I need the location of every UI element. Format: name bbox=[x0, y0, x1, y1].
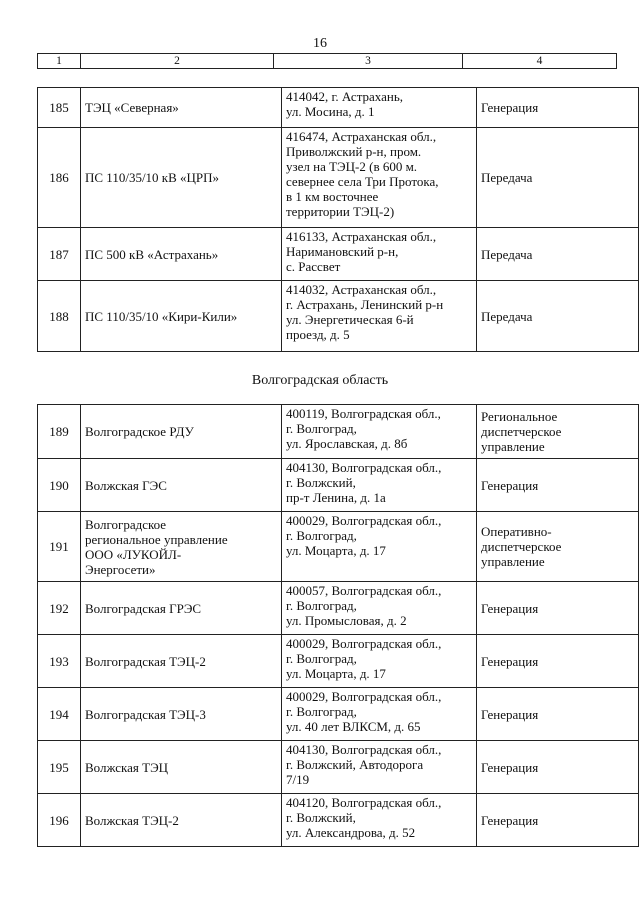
table-row bbox=[38, 794, 639, 847]
facility-function: Генерация bbox=[477, 741, 639, 794]
facility-name: Волгоградская ТЭЦ-3 bbox=[81, 688, 282, 741]
row-number: 186 bbox=[38, 128, 81, 228]
row-number: 189 bbox=[38, 405, 81, 459]
table-row bbox=[38, 281, 639, 352]
table-row bbox=[38, 688, 639, 741]
page-number: 16 bbox=[313, 36, 327, 51]
facility-address: 400119, Волгоградская обл., г. Волгоград, ул. Ярославская, д. 8б bbox=[282, 405, 477, 459]
facility-function: Генерация bbox=[477, 635, 639, 688]
facility-address: 400029, Волгоградская обл., г. Волгоград, ул. Моцарта, д. 17 bbox=[282, 635, 477, 688]
facility-address: 400029, Волгоградская обл., г. Волгоград, ул. 40 лет ВЛКСМ, д. 65 bbox=[282, 688, 477, 741]
row-number: 195 bbox=[38, 741, 81, 794]
row-number: 192 bbox=[38, 582, 81, 635]
row-number: 191 bbox=[38, 512, 81, 582]
facility-address: 414032, Астраханская обл., г. Астрахань, Ленинский р-н ул. Энергетическая 6-й проезд, д. 5 bbox=[282, 281, 477, 352]
facility-name: Волгоградская ГРЭС bbox=[81, 582, 282, 635]
facility-function: Передача bbox=[477, 228, 639, 281]
facility-function: Оперативно- диспетчерское управление bbox=[477, 512, 639, 582]
facility-name: Волжская ТЭЦ bbox=[81, 741, 282, 794]
table-row bbox=[38, 741, 639, 794]
facility-address: 416474, Астраханская обл., Приволжский р-н, пром. узел на ТЭЦ-2 (в 600 м. севернее села Три Протока, в 1 км восточнее территории ТЭЦ-2) bbox=[282, 128, 477, 228]
facility-function: Генерация bbox=[477, 794, 639, 847]
facility-function: Передача bbox=[477, 128, 639, 228]
header-col-3: 3 bbox=[274, 54, 463, 69]
row-number: 188 bbox=[38, 281, 81, 352]
row-number: 187 bbox=[38, 228, 81, 281]
facility-function: Генерация bbox=[477, 459, 639, 512]
row-number: 190 bbox=[38, 459, 81, 512]
column-number-header bbox=[37, 53, 617, 69]
facility-function: Региональное диспетчерское управление bbox=[477, 405, 639, 459]
facility-name: ПС 110/35/10 «Кири-Кили» bbox=[81, 281, 282, 352]
facility-name: Волгоградская ТЭЦ-2 bbox=[81, 635, 282, 688]
facility-name: Волгоградское региональное управление ООО «ЛУКОЙЛ- Энергосети» bbox=[81, 512, 282, 582]
table-row bbox=[38, 128, 639, 228]
facility-function: Генерация bbox=[477, 582, 639, 635]
facility-address: 404130, Волгоградская обл., г. Волжский, Автодорога 7/19 bbox=[282, 741, 477, 794]
facility-name: Волгоградское РДУ bbox=[81, 405, 282, 459]
row-number: 185 bbox=[38, 88, 81, 128]
facility-name: Волжская ГЭС bbox=[81, 459, 282, 512]
table-row bbox=[38, 459, 639, 512]
row-number: 194 bbox=[38, 688, 81, 741]
facility-address: 400057, Волгоградская обл., г. Волгоград, ул. Промысловая, д. 2 bbox=[282, 582, 477, 635]
table-row bbox=[38, 88, 639, 128]
volgograd-table bbox=[37, 404, 639, 847]
facility-function: Генерация bbox=[477, 88, 639, 128]
header-row bbox=[38, 54, 617, 69]
facility-address: 414042, г. Астрахань, ул. Мосина, д. 1 bbox=[282, 88, 477, 128]
facility-address: 404120, Волгоградская обл., г. Волжский, ул. Александрова, д. 52 bbox=[282, 794, 477, 847]
region-heading: Волгоградская область bbox=[251, 373, 389, 388]
header-col-4: 4 bbox=[463, 54, 617, 69]
facility-address: 404130, Волгоградская обл., г. Волжский, пр-т Ленина, д. 1а bbox=[282, 459, 477, 512]
facility-address: 416133, Астраханская обл., Наримановский р-н, с. Рассвет bbox=[282, 228, 477, 281]
facility-name: ТЭЦ «Северная» bbox=[81, 88, 282, 128]
row-number: 193 bbox=[38, 635, 81, 688]
facility-function: Генерация bbox=[477, 688, 639, 741]
facility-address: 400029, Волгоградская обл., г. Волгоград, ул. Моцарта, д. 17 bbox=[282, 512, 477, 582]
table-row bbox=[38, 405, 639, 459]
astrakhan-table bbox=[37, 87, 639, 352]
facility-name: ПС 110/35/10 кВ «ЦРП» bbox=[81, 128, 282, 228]
table-row bbox=[38, 635, 639, 688]
facility-name: Волжская ТЭЦ-2 bbox=[81, 794, 282, 847]
row-number: 196 bbox=[38, 794, 81, 847]
table-row bbox=[38, 512, 639, 582]
header-col-2: 2 bbox=[81, 54, 274, 69]
facility-function: Передача bbox=[477, 281, 639, 352]
table-row bbox=[38, 582, 639, 635]
table-row bbox=[38, 228, 639, 281]
header-col-1: 1 bbox=[38, 54, 81, 69]
facility-name: ПС 500 кВ «Астрахань» bbox=[81, 228, 282, 281]
